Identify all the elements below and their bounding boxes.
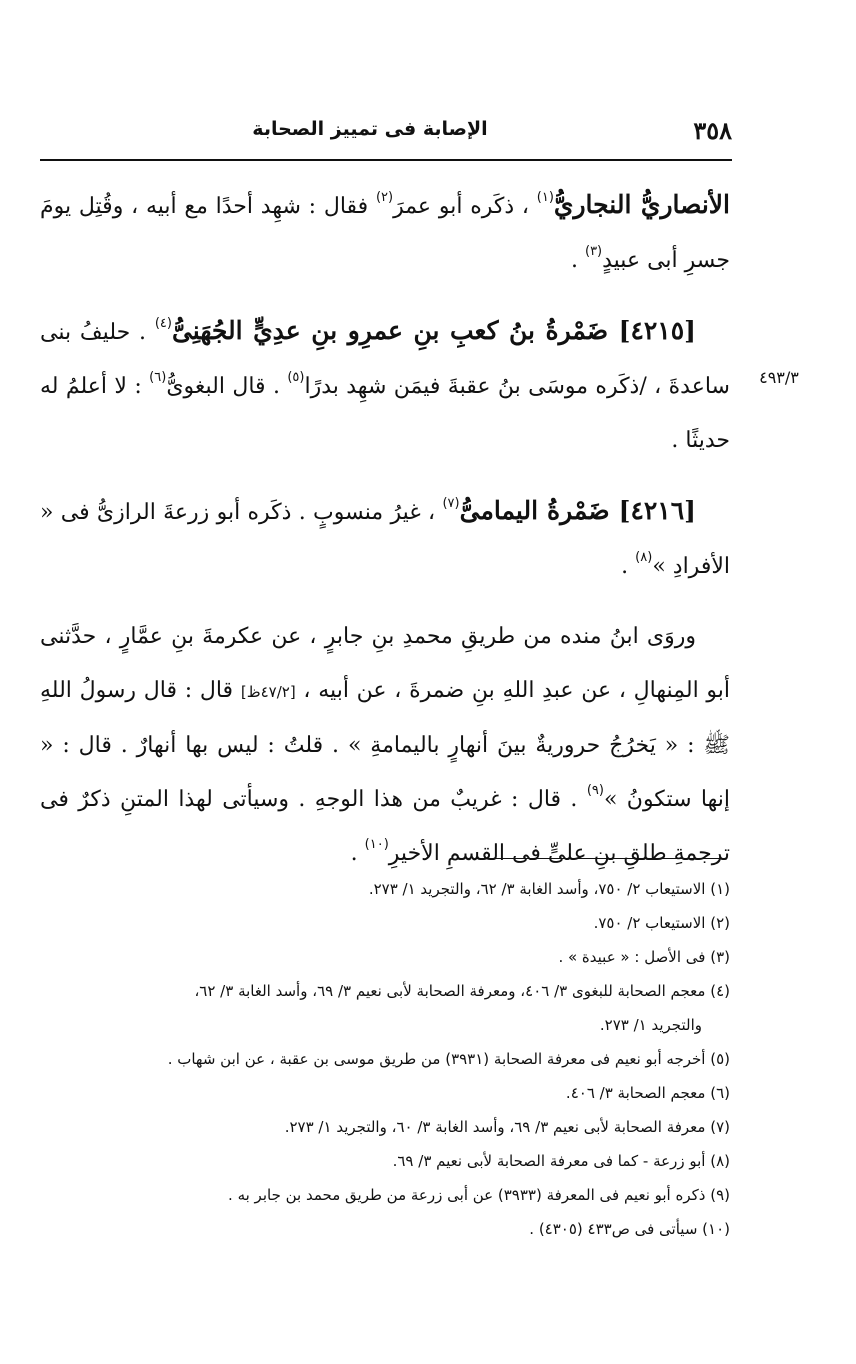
footnote-continuation: والتجريد ١/ ٢٧٣. bbox=[599, 1016, 702, 1034]
text-run: . bbox=[621, 554, 629, 579]
footnote: (٣) فى الأصل : « عبيدة » . bbox=[558, 948, 730, 966]
footnote-marker: (٧) bbox=[442, 496, 460, 511]
footnote-marker: (٥) bbox=[287, 370, 305, 385]
running-title: الإصابة فى تمييز الصحابة bbox=[252, 118, 488, 140]
footnote-marker: (٢) bbox=[375, 190, 394, 205]
footnote-marker: (٩) bbox=[586, 783, 604, 798]
text-run: ، ذكَره أبو عمرَ bbox=[393, 194, 529, 219]
text-run: : لا أعلمُ له حديثًا . bbox=[40, 374, 730, 453]
entry-4215 bbox=[40, 304, 730, 468]
text-run: . bbox=[350, 841, 358, 866]
text-run: وروَى ابنُ منده من طريقِ محمدِ بنِ جابرٍ ، عن عكرمةَ بنِ عمَّارٍ ، حدَّثنى أبو المِنهالِ ، عن عبدِ اللهِ بنِ ضمرةَ ، عن أبيه ، bbox=[40, 624, 731, 703]
page-number: ٣٥٨ bbox=[693, 116, 732, 145]
paragraph-continuation bbox=[40, 178, 730, 288]
header-rule bbox=[40, 159, 732, 161]
text-run: فقال : شهِد أحدًا مع أبيه ، وقُتِل يومَ جسرِ أبى عبيدٍ bbox=[40, 194, 730, 273]
text-run: ، غيرُ منسوبٍ . ذكَره أبو زرعةَ الرازىُّ فى « الأفرادِ » bbox=[40, 500, 730, 579]
entry-name: الأنصاريُّ النجاريُّ bbox=[553, 190, 730, 219]
entry-4216 bbox=[40, 484, 730, 594]
margin-volume-page-reference: ٤٩٣/٣ bbox=[759, 368, 799, 387]
footnote: (٤) معجم الصحابة للبغوى ٣/ ٤٠٦، ومعرفة الصحابة لأبى نعيم ٣/ ٦٩، وأسد الغابة ٣/ ٦٢، bbox=[194, 982, 730, 1000]
footnote: (٦) معجم الصحابة ٣/ ٤٠٦. bbox=[565, 1084, 730, 1102]
footnote-marker: (٦) bbox=[149, 370, 167, 385]
footnote: (٩) ذكره أبو نعيم فى المعرفة (٣٩٣٣) عن أبى زرعة من طريق محمد بن جابر به . bbox=[228, 1186, 730, 1204]
footnote: (٨) أبو زرعة - كما فى معرفة الصحابة لأبى نعيم ٣/ ٦٩. bbox=[392, 1152, 730, 1170]
footnote-marker: (١) bbox=[536, 190, 554, 205]
footnote: (١) الاستيعاب ٢/ ٧٥٠، وأسد الغابة ٣/ ٦٢، والتجريد ١/ ٢٧٣. bbox=[368, 880, 730, 898]
footnote-separator bbox=[480, 858, 722, 859]
entry-heading: [٤٢١٦] ضَمْرةُ اليمامىُّ bbox=[459, 496, 697, 525]
text-run: . bbox=[570, 248, 578, 273]
footnote-marker: (٨) bbox=[635, 550, 653, 565]
footnote: (٧) معرفة الصحابة لأبى نعيم ٣/ ٦٩، وأسد الغابة ٣/ ٦٠، والتجريد ١/ ٢٧٣. bbox=[284, 1118, 730, 1136]
footnote-marker: (٤) bbox=[154, 316, 172, 331]
text-run: . حليفُ بنى ساعدةَ ، /ذكَره موسَى بنُ عقبةَ فيمَن شهِد بدرًا bbox=[40, 320, 730, 399]
hadith-paragraph bbox=[40, 610, 730, 881]
text-run: قال : قال رسولُ اللهِ ﷺ : « يَخرُجُ حروريةٌ بينَ أنهارٍ باليمامةِ » . قلتُ : ليس بها أنهارٌ . قال : « إنها ستكونُ » bbox=[40, 678, 730, 812]
footnote-marker: (٣) bbox=[584, 244, 603, 259]
main-text bbox=[40, 178, 730, 881]
entry-heading: [٤٢١٥] ضَمْرةُ بنُ كعبِ بنِ عمرِو بنِ عدِيٍّ الجُهَنِىُّ bbox=[171, 316, 697, 345]
footnote: (١٠) سيأتى فى ص٤٣٣ (٤٣٠٥) . bbox=[529, 1220, 730, 1238]
manuscript-folio-reference: [٤٧/٢ظ] bbox=[240, 683, 296, 701]
footnote: (٥) أخرجه أبو نعيم فى معرفة الصحابة (٣٩٣١) من طريق موسى بن عقبة ، عن ابن شهاب . bbox=[167, 1050, 730, 1068]
footnote-marker: (١٠) bbox=[364, 837, 389, 852]
text-run: . قال البغوىُّ bbox=[166, 374, 280, 399]
footnote: (٢) الاستيعاب ٢/ ٧٥٠. bbox=[593, 914, 730, 932]
text-run: . قال : غريبٌ من هذا الوجهِ . وسيأتى لهذا المتنِ ذكرٌ فى ترجمةِ طلقِ بنِ علىٍّ فى القسمِ الأخيرِ bbox=[40, 787, 730, 866]
footnotes-list bbox=[40, 872, 730, 1246]
